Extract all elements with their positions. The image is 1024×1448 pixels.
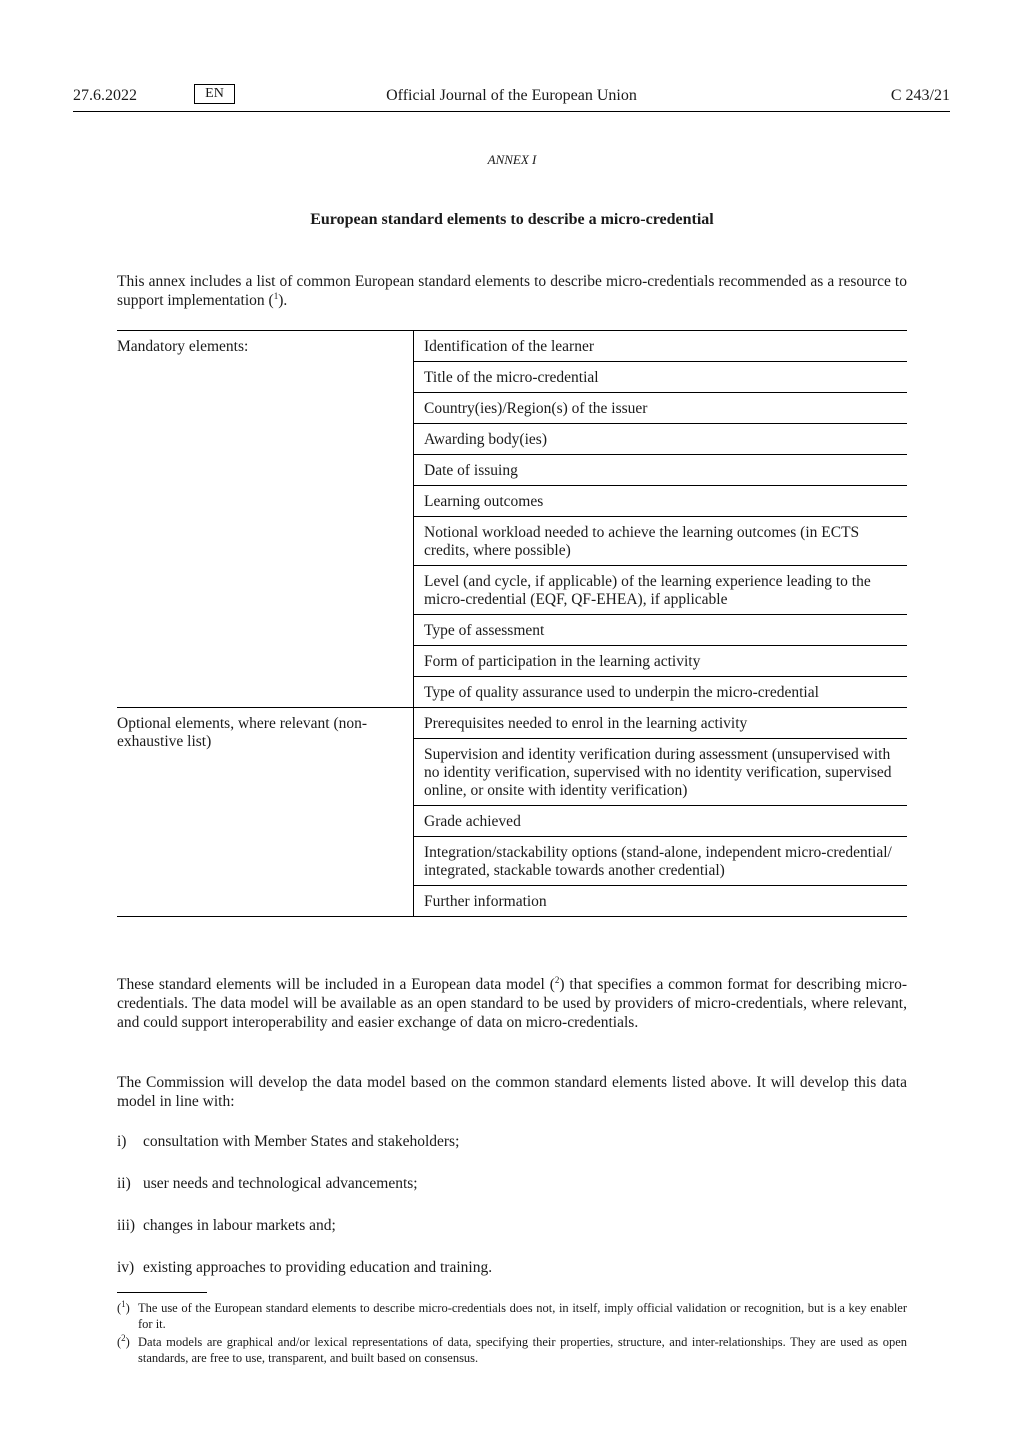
list-item [117,1259,492,1277]
commission-paragraph: The Commission will develop the data model based on the common standard elements listed above. It will develop this data model in line with: [117,1074,907,1110]
mandatory-item: Learning outcomes [414,486,908,517]
optional-item: Further information [414,886,908,917]
mandatory-item: Level (and cycle, if applicable) of the learning experience leading to the micro-credential (EQF, QF-EHEA), if applicable [414,566,908,615]
footnote-text: Data models are graphical and/or lexical representations of data, specifying their properties, structure, and inter-relationships. They are used as open standards, are free to use, transparent, and built based on consensus. [138,1335,907,1365]
footnote-paren-close: ) [125,1335,130,1349]
mandatory-item: Type of quality assurance used to underpin the micro-credential [414,677,908,708]
footnote-paren-open: ( [117,1301,122,1315]
mandatory-item: Awarding body(ies) [414,424,908,455]
annex-label: ANNEX I [487,152,537,167]
list-number: ii) [117,1175,131,1192]
optional-item: Integration/stackability options (stand-alone, independent micro-credential/ integrated, stackable towards another credential) [414,837,908,886]
footnote-number: 2 [121,1332,126,1343]
footnote-divider [117,1292,207,1293]
list-text: changes in labour markets and; [143,1217,336,1234]
table-row [117,708,907,739]
data-model-paragraph [117,975,907,1032]
mandatory-item: Country(ies)/Region(s) of the issuer [414,393,908,424]
intro-text: This annex includes a list of common European standard elements to describe micro-credentials recommended as a resource to support implementation ( [117,273,907,309]
list-item [117,1175,418,1193]
mandatory-label: Mandatory elements: [117,338,249,355]
list-item [117,1217,336,1235]
footnote-ref-1[interactable]: 1 [273,290,279,301]
list-item [117,1133,459,1151]
page-reference: C 243/21 [890,87,950,104]
footnote-number: 1 [121,1298,126,1309]
mandatory-item: Date of issuing [414,455,908,486]
intro-paragraph [117,272,907,310]
list-text: user needs and technological advancements; [143,1175,418,1192]
mandatory-item: Title of the micro-credential [414,362,908,393]
footnote-paren-open: ( [117,1335,122,1349]
footnote-2 [117,1334,907,1366]
list-text: consultation with Member States and stakeholders; [143,1133,460,1150]
mandatory-label-cell [117,331,414,708]
optional-item: Grade achieved [414,806,908,837]
footnote-1 [117,1300,907,1332]
optional-label: Optional elements, where relevant (non-exhaustive list) [117,715,368,750]
table-row [117,331,907,362]
mandatory-item: Form of participation in the learning activity [414,646,908,677]
data-model-text-end: ) that specifies a common format for describing micro-credentials. The data model will be available as an open standard to be used by providers of micro-credentials, where relevant, and could support interoperability and easier exchange of data on micro-credentials. [117,976,907,1031]
publication-date: 27.6.2022 [73,87,137,104]
footnote-mark [117,1300,130,1316]
journal-title: Official Journal of the European Union [386,87,637,104]
language-badge: EN [194,84,235,104]
footnote-ref-2[interactable]: 2 [554,974,560,985]
list-text: existing approaches to providing education and training. [143,1259,493,1276]
optional-item: Prerequisites needed to enrol in the learning activity [414,708,908,739]
page-header [73,84,950,112]
optional-label-cell [117,708,414,917]
intro-text-end: ). [278,292,288,309]
elements-table [117,330,907,917]
list-number: iii) [117,1217,136,1234]
list-number: i) [117,1133,127,1150]
data-model-text: These standard elements will be included in a European data model ( [117,976,555,993]
mandatory-item: Type of assessment [414,615,908,646]
list-number: iv) [117,1259,135,1276]
footnote-paren-close: ) [125,1301,130,1315]
optional-item: Supervision and identity verification during assessment (unsupervised with no identity verification, supervised with no identity verification, supervised online, or onsite with identity verification) [414,739,908,806]
mandatory-item: Identification of the learner [424,338,594,355]
document-title: European standard elements to describe a micro-credential [310,211,714,228]
footnote-mark [117,1334,130,1350]
mandatory-item: Notional workload needed to achieve the learning outcomes (in ECTS credits, where possible) [414,517,908,566]
footnote-text: The use of the European standard elements to describe micro-credentials does not, in itself, imply official validation or recognition, but is a key enabler for it. [138,1301,907,1331]
